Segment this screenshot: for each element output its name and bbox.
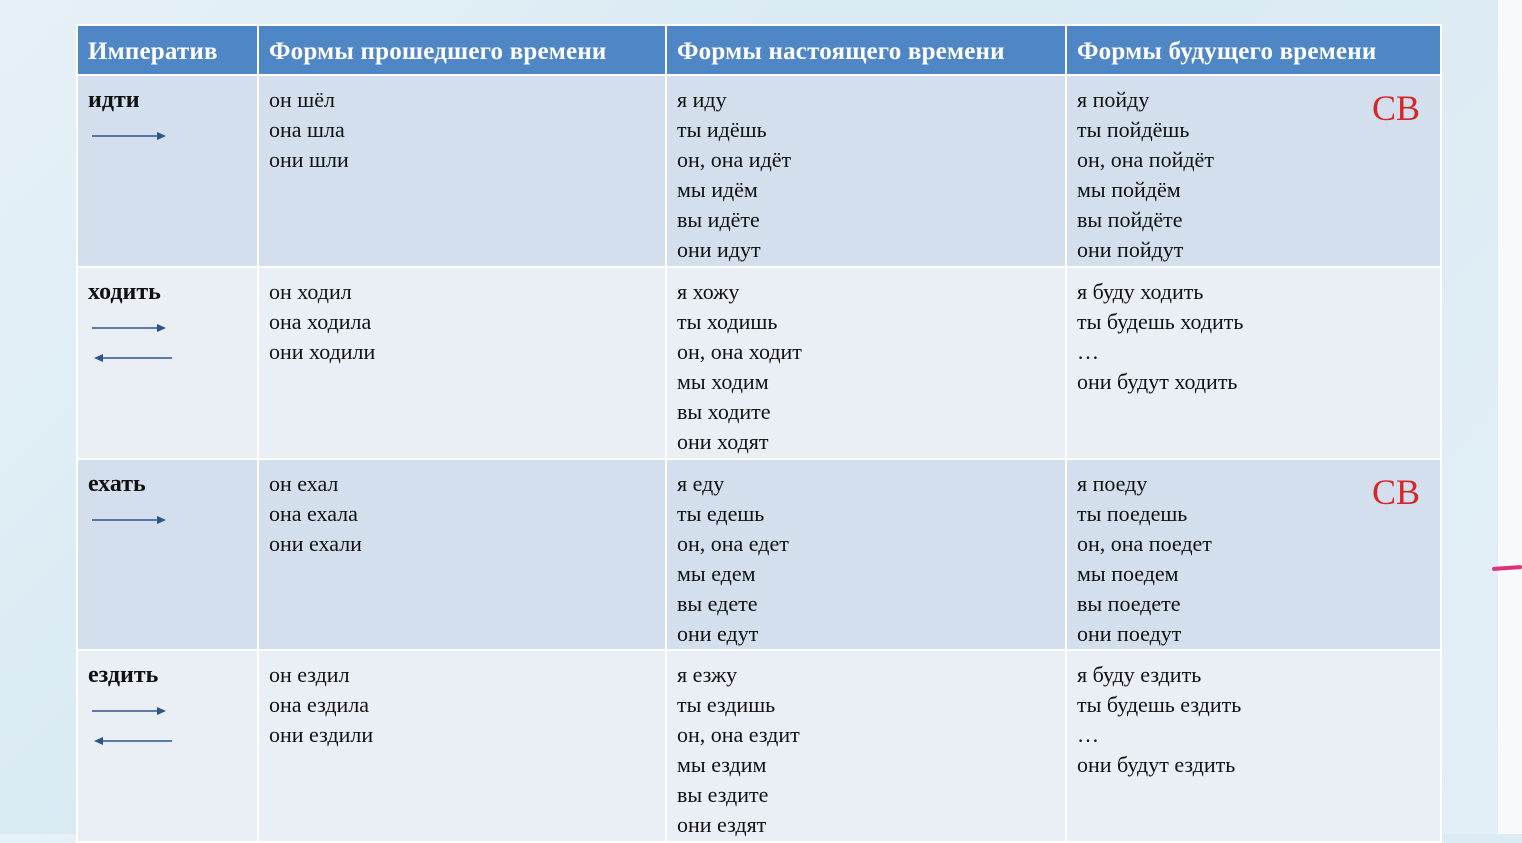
- past-form: она ездила: [269, 692, 370, 717]
- present-form: ты ходишь: [677, 309, 778, 334]
- future-form: ты будешь ездить: [1077, 692, 1242, 717]
- arrow-left-icon: [88, 726, 247, 756]
- verb-infinitive: ехать: [88, 471, 146, 497]
- present-form: я иду: [677, 87, 727, 112]
- arrow-right-icon: [88, 505, 247, 535]
- present-forms-cell: [666, 267, 1066, 459]
- future-form: они поедут: [1077, 621, 1182, 646]
- present-form: мы ездим: [677, 752, 767, 777]
- future-form: вы поедете: [1077, 591, 1181, 616]
- future-form: он, она поедет: [1077, 531, 1212, 556]
- verb-infinitive: ездить: [88, 662, 159, 688]
- arrow-left-icon: [88, 343, 247, 373]
- future-form: я буду ездить: [1077, 662, 1202, 687]
- imperative-cell: [77, 650, 258, 842]
- future-forms-cell: [1066, 650, 1441, 842]
- arrow-right-icon: [88, 313, 247, 343]
- future-forms-cell: [1066, 459, 1441, 650]
- present-form: я хожу: [677, 279, 740, 304]
- present-form: они ходят: [677, 429, 769, 454]
- future-form: я буду ходить: [1077, 279, 1204, 304]
- present-forms-cell: [666, 650, 1066, 842]
- past-form: он ездил: [269, 662, 350, 687]
- imperative-cell: [77, 75, 258, 267]
- present-form: я еду: [677, 471, 725, 496]
- past-form: она ходила: [269, 309, 372, 334]
- present-form: он, она едет: [677, 531, 789, 556]
- header-imperative: Императив: [77, 25, 258, 75]
- present-form: вы ходите: [677, 399, 771, 424]
- future-form: мы поедем: [1077, 561, 1179, 586]
- verb-infinitive: ходить: [88, 279, 161, 305]
- past-form: он ехал: [269, 471, 339, 496]
- imperative-cell: [77, 459, 258, 650]
- future-form: вы пойдёте: [1077, 207, 1183, 232]
- past-forms-cell: [258, 459, 666, 650]
- present-form: вы идёте: [677, 207, 760, 232]
- verb-infinitive: идти: [88, 87, 140, 113]
- future-form: ты будешь ходить: [1077, 309, 1244, 334]
- present-form: мы едем: [677, 561, 756, 586]
- present-form: ты ездишь: [677, 692, 776, 717]
- present-form: он, она ездит: [677, 722, 800, 747]
- past-form: он шёл: [269, 87, 335, 112]
- present-forms-cell: [666, 75, 1066, 267]
- future-form: они пойдут: [1077, 237, 1184, 262]
- table-row-ездить: [77, 650, 1441, 842]
- arrow-left-icon-svg: [88, 351, 178, 365]
- present-form: я езжу: [677, 662, 738, 687]
- future-form: они будут ездить: [1077, 752, 1236, 777]
- past-form: они ехали: [269, 531, 362, 556]
- table-row-ехать: [77, 459, 1441, 650]
- present-form: ты идёшь: [677, 117, 767, 142]
- verbs-of-motion-table: [76, 24, 1442, 843]
- arrow-right-icon: [88, 121, 247, 151]
- direction-arrows: [88, 696, 247, 756]
- present-forms-cell: [666, 459, 1066, 650]
- table-row-идти: [77, 75, 1441, 267]
- future-form: он, она пойдёт: [1077, 147, 1214, 172]
- perfective-aspect-mark: СВ: [1371, 88, 1420, 128]
- past-form: они шли: [269, 147, 349, 172]
- past-form: он ходил: [269, 279, 352, 304]
- header-row: [77, 25, 1441, 75]
- arrow-left-icon-svg: [88, 734, 178, 748]
- present-form: они ездят: [677, 812, 767, 837]
- past-forms-cell: [258, 650, 666, 842]
- future-form: я поеду: [1077, 471, 1148, 496]
- future-form: …: [1077, 722, 1099, 747]
- direction-arrows: [88, 505, 247, 535]
- present-form: он, она идёт: [677, 147, 792, 172]
- past-form: они ходили: [269, 339, 376, 364]
- future-form: я пойду: [1077, 87, 1150, 112]
- present-form: он, она ходит: [677, 339, 802, 364]
- right-edge-panel: [1498, 0, 1522, 834]
- future-form: ты поедешь: [1077, 501, 1188, 526]
- past-forms-cell: [258, 75, 666, 267]
- present-form: они идут: [677, 237, 761, 262]
- future-form: они будут ходить: [1077, 369, 1238, 394]
- present-form: вы ездите: [677, 782, 769, 807]
- arrow-right-icon-svg: [88, 129, 178, 143]
- future-form: ты пойдёшь: [1077, 117, 1190, 142]
- future-form: …: [1077, 339, 1099, 364]
- arrow-right-icon: [88, 696, 247, 726]
- header-past: Формы прошедшего времени: [258, 25, 666, 75]
- past-forms-cell: [258, 267, 666, 459]
- past-form: она шла: [269, 117, 345, 142]
- future-forms-cell: [1066, 267, 1441, 459]
- header-future: Формы будущего времени: [1066, 25, 1441, 75]
- table-body: [77, 75, 1441, 842]
- present-form: они едут: [677, 621, 759, 646]
- direction-arrows: [88, 121, 247, 151]
- arrow-right-icon-svg: [88, 513, 178, 527]
- header-present: Формы настоящего времени: [666, 25, 1066, 75]
- future-forms-cell: [1066, 75, 1441, 267]
- table-row-ходить: [77, 267, 1441, 459]
- imperative-cell: [77, 267, 258, 459]
- past-form: они ездили: [269, 722, 374, 747]
- direction-arrows: [88, 313, 247, 373]
- arrow-right-icon-svg: [88, 704, 178, 718]
- present-form: ты едешь: [677, 501, 765, 526]
- present-form: вы едете: [677, 591, 758, 616]
- past-form: она ехала: [269, 501, 358, 526]
- future-form: мы пойдём: [1077, 177, 1181, 202]
- present-form: мы идём: [677, 177, 758, 202]
- perfective-aspect-mark: СВ: [1371, 472, 1420, 512]
- arrow-right-icon-svg: [88, 321, 178, 335]
- present-form: мы ходим: [677, 369, 769, 394]
